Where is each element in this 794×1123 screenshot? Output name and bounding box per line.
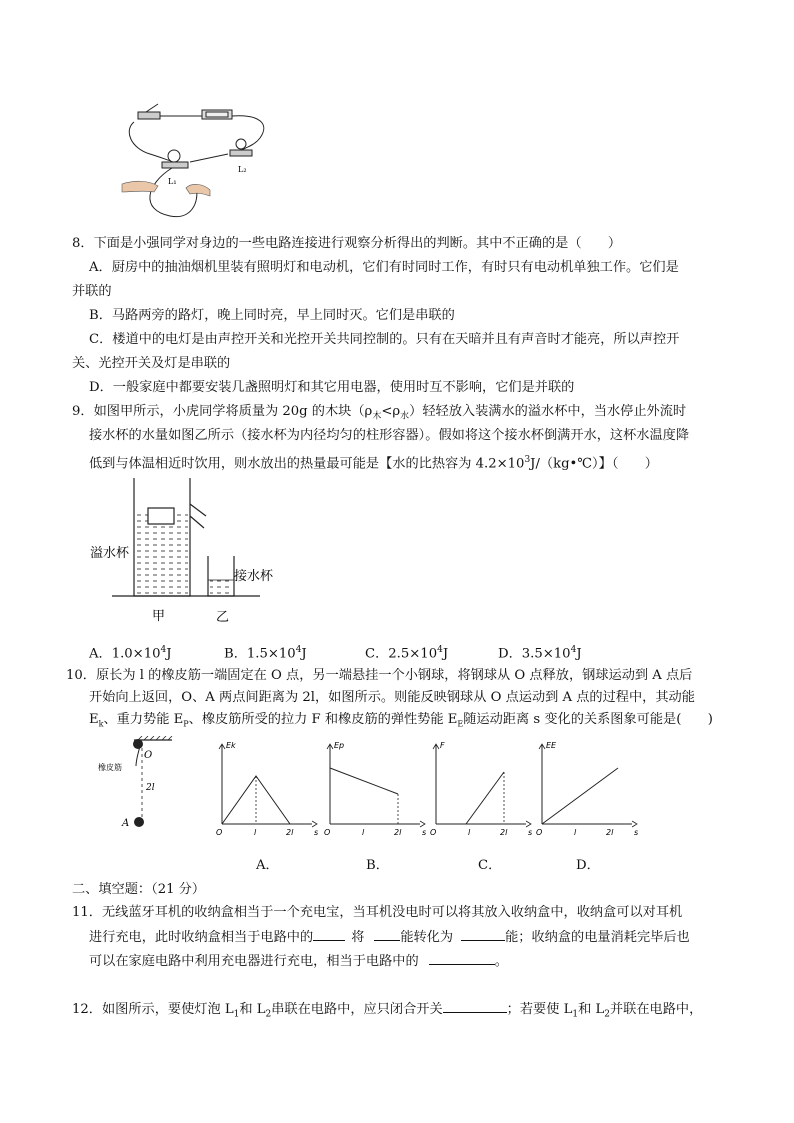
blank-5[interactable] — [443, 1000, 507, 1013]
graph-d-ylabel: EE — [546, 741, 557, 750]
q8-stem: 8．下面是小强同学对身边的一些电路连接进行观察分析得出的判断。其中不正确的是（ ） — [72, 236, 622, 251]
q9-line1: 9．如图甲所示，小虎同学将质量为 20g 的木块$(\rho_木<\rho_水)$轻轻放入装满水的溢水杯中，当水停止外流时 — [72, 404, 687, 422]
q9-option-a: A．$1.0\times 10^4J$ — [89, 645, 172, 662]
graph-d-origin-label: O — [536, 828, 543, 836]
graph-c-x-arrow — [526, 821, 531, 827]
graph-c-tick-2l: 2l — [500, 828, 508, 836]
q9-option-c: C．$2.5\times 10^4J$ — [365, 645, 449, 662]
q11-line1: 11．无线蓝牙耳机的收纳盒相当于一个充电宝，当耳机没电时可以将其放入收纳盒中，收纳盒可以对耳机 — [72, 905, 683, 920]
graph-a-tick-l: l — [254, 828, 257, 836]
graph-a-origin-label: O — [216, 828, 223, 836]
q12-line1: 12．如图所示，要使灯泡 $L_1$和 $L_2$串联在电路中，应只闭合开关 ；若要使 $L_1$和 $L_2$并联在电路中， — [72, 1002, 703, 1020]
blank-4[interactable] — [429, 952, 495, 965]
graph-d-tick-2l: 2l — [606, 828, 614, 836]
blank-3[interactable] — [461, 928, 505, 941]
graph-a-x-arrow — [312, 821, 317, 827]
graph-d-xlabel: s — [634, 828, 639, 836]
q8-option-a: A．厨房中的抽油烟机里装有照明灯和电动机，它们有时同时工作，有时只有电动机单独工作。它们是 — [89, 260, 679, 275]
graph-b-tick-2l: 2l — [394, 828, 402, 836]
graph-a-xlabel: s — [314, 828, 319, 836]
lamp-l1-label: L₁ — [168, 177, 177, 186]
wood-block — [148, 508, 174, 524]
blank-1[interactable] — [313, 928, 345, 941]
q8-option-d: D．一般家庭中都要安装几盏照明灯和其它用电器，使用时互不影响，它们是并联的 — [89, 380, 575, 395]
graph-c-curve — [466, 772, 504, 824]
graph-d-x-arrow — [632, 821, 637, 827]
q11-line3: 可以在家庭电路中利用充电器进行充电，相当于电路中的 。 — [89, 954, 508, 969]
graph-b-curve — [330, 768, 398, 794]
choice-label-b: B． — [366, 858, 389, 873]
choice-label-c: C． — [478, 858, 502, 873]
q10-line2: 开始向上返回，O、A 两点间距离为 2l，如图所示。则能反映钢球从 O 点运动到 A 点的过程中，其动能 — [89, 690, 695, 705]
q10-line1: 10．原长为 l 的橡皮筋一端固定在 O 点，另一端悬挂一个小钢球，将钢球从 O 点释放，钢球运动到 A 点后 — [66, 668, 693, 683]
q9-line2: 接水杯的水量如图乙所示（接水杯为内径均匀的柱形容器）。假如将这个接水杯倒满开水，这杯水温度降 — [89, 428, 690, 443]
graph-d-tick-l: l — [574, 828, 577, 836]
choice-label-a: A． — [256, 858, 279, 873]
lamp-l2-label: L₂ — [238, 165, 247, 174]
q9-option-d: D．$3.5\times 10^4J$ — [498, 645, 582, 662]
q9-line3: 低到与体温相近时饮用，则水放出的热量最可能是【水的比热容为 $4.2\times 10^3J/(kg•℃)$】（ ） — [89, 455, 658, 472]
q8-option-c: C．楼道中的电灯是由声控开关和光控开关共同控制的。只有在天暗并且有声音时才能亮，所以声控开 — [89, 332, 680, 347]
graph-c-tick-l: l — [468, 828, 471, 836]
figure-jia-label: 甲 — [152, 609, 166, 624]
graph-c-xlabel: s — [528, 828, 533, 836]
q8-option-b: B．马路两旁的路灯，晚上同时亮，早上同时灭。它们是串联的 — [89, 308, 455, 323]
rubber-band-label: 橡皮筋 — [98, 763, 122, 772]
point-o-label: O — [144, 750, 153, 761]
choice-label-d: D． — [576, 858, 600, 873]
graph-b-xlabel: s — [422, 828, 427, 836]
graph-b-x-arrow — [420, 821, 425, 827]
graph-d-curve — [542, 768, 618, 824]
q8-option-a-cont: 并联的 — [72, 284, 112, 299]
point-a-label: A — [122, 818, 130, 829]
overflow-cup-label: 溢水杯 — [90, 546, 130, 561]
graph-c-origin-label: O — [430, 828, 437, 836]
rubber-band-figure — [98, 736, 180, 836]
graph-b-origin-label: O — [324, 828, 331, 836]
section-title: 二、填空题：（21 分） — [72, 882, 206, 897]
receiving-cup-label: 接水杯 — [234, 569, 274, 584]
graph-a-tick-2l: 2l — [286, 828, 294, 836]
overflow-cup-figure — [88, 476, 278, 626]
graph-b-tick-l: l — [362, 828, 365, 836]
graph-c-ylabel: F — [440, 741, 445, 750]
q10-graphs — [200, 738, 670, 836]
q9-option-b: B．$1.5\times 10^4J$ — [224, 645, 307, 662]
blank-2[interactable] — [374, 928, 400, 941]
graph-a-ylabel: Ek — [226, 741, 236, 750]
graph-b-ylabel: Ep — [334, 741, 345, 750]
q8-option-c-cont: 关、光控开关及灯是串联的 — [72, 356, 231, 371]
figure-yi-label: 乙 — [216, 610, 230, 625]
q11-line2: 进行充电，此时收纳盒相当于电路中的 将 能转化为 能；收纳盒的电量消耗完毕后也 — [89, 930, 690, 945]
circuit-figure — [120, 100, 290, 225]
length-2l-label: 2l — [146, 783, 155, 793]
q10-line3: $E_k$、重力势能 $E_P$、橡皮筋所受的拉力 F 和橡皮筋的弹性势能 $E_E$随运动距离 s 变化的关系图象可能是( ) — [89, 712, 713, 729]
